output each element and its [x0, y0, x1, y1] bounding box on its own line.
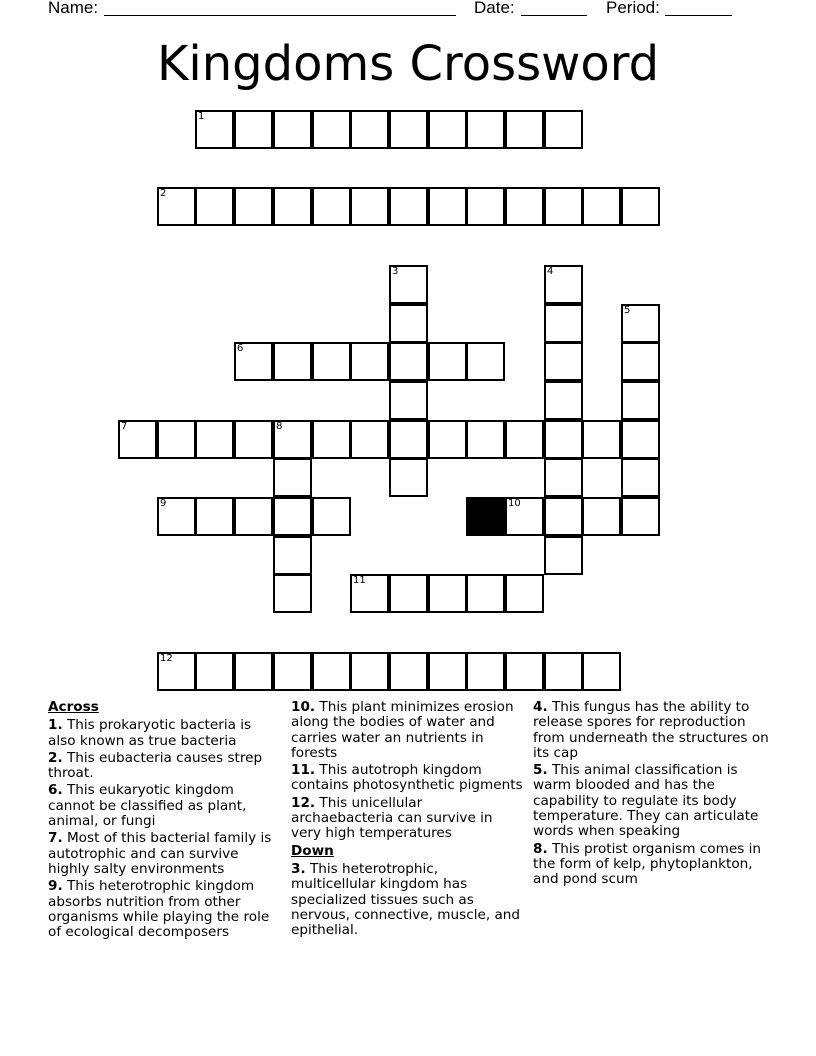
grid-cell[interactable]: [466, 574, 505, 613]
grid-cell[interactable]: [273, 574, 312, 613]
grid-cell[interactable]: [312, 187, 351, 226]
grid-cell[interactable]: [389, 574, 428, 613]
grid-cell[interactable]: [350, 420, 389, 459]
grid-cell[interactable]: [389, 265, 428, 304]
clue-column-3: [533, 700, 773, 890]
grid-cell[interactable]: [273, 420, 312, 459]
grid-cell[interactable]: [195, 420, 234, 459]
grid-cell[interactable]: [350, 187, 389, 226]
grid-cell[interactable]: [273, 342, 312, 381]
grid-cell[interactable]: [544, 342, 583, 381]
grid-cell[interactable]: [582, 497, 621, 536]
grid-cell[interactable]: [544, 187, 583, 226]
clue-number: 2: [160, 188, 167, 199]
grid-cell[interactable]: [466, 110, 505, 149]
grid-cell[interactable]: [389, 187, 428, 226]
clue-number: 10: [508, 498, 521, 509]
grid-cell[interactable]: [234, 110, 273, 149]
grid-cell[interactable]: [273, 458, 312, 497]
grid-cell[interactable]: [466, 652, 505, 691]
page-title: Kingdoms Crossword: [156, 36, 660, 92]
grid-cell[interactable]: [582, 652, 621, 691]
clue-down-8: 8. This protist organism comes in the form of kelp, phytoplankton, and pond scum: [533, 840, 761, 888]
grid-cell[interactable]: [234, 187, 273, 226]
grid-cell[interactable]: [582, 420, 621, 459]
clue-across-10: 10. This plant minimizes erosion along the bodies of water and carries water an nutrients in forests: [291, 699, 514, 761]
grid-cell[interactable]: [505, 497, 544, 536]
clue-number: 4: [547, 266, 554, 277]
grid-cell[interactable]: [389, 420, 428, 459]
grid-cell[interactable]: [544, 497, 583, 536]
grid-cell[interactable]: [505, 187, 544, 226]
grid-cell[interactable]: [621, 420, 660, 459]
grid-cell[interactable]: [544, 458, 583, 497]
grid-cell[interactable]: [466, 187, 505, 226]
grid-cell[interactable]: [621, 342, 660, 381]
grid-cell[interactable]: [389, 110, 428, 149]
grid-cell[interactable]: [428, 187, 467, 226]
clue-number: 1: [198, 111, 205, 122]
grid-cell[interactable]: [621, 187, 660, 226]
grid-cell[interactable]: [621, 458, 660, 497]
grid-cell[interactable]: [234, 342, 273, 381]
grid-cell[interactable]: [621, 381, 660, 420]
clue-across-11: 11. This autotroph kingdom contains photosynthetic pigments: [291, 762, 523, 794]
grid-cell[interactable]: [544, 652, 583, 691]
grid-cell[interactable]: [428, 342, 467, 381]
grid-cell[interactable]: [544, 536, 583, 575]
grid-cell[interactable]: [234, 652, 273, 691]
clue-across-2: 2. This eubacteria causes strep throat.: [48, 749, 263, 782]
grid-cell[interactable]: [428, 420, 467, 459]
clue-down-3: 3. This heterotrophic, multicellular kingdom has specialized tissues such as nervous, connective, muscle, and epithelial.: [291, 860, 521, 939]
clue-number: 5: [624, 305, 631, 316]
grid-cell[interactable]: [428, 110, 467, 149]
grid-cell[interactable]: [273, 536, 312, 575]
grid-cell[interactable]: [428, 652, 467, 691]
clue-column-2: [291, 700, 526, 940]
name-label: Name:: [48, 0, 99, 17]
clue-across-7: 7. Most of this bacterial family is autotrophic and can survive highly salty environments: [48, 830, 272, 877]
grid-cell[interactable]: [195, 497, 234, 536]
grid-cell[interactable]: [273, 187, 312, 226]
grid-cell[interactable]: [389, 342, 428, 381]
grid-cell[interactable]: [234, 497, 273, 536]
grid-cell[interactable]: [195, 110, 234, 149]
grid-cell[interactable]: [505, 110, 544, 149]
grid-cell[interactable]: [505, 652, 544, 691]
grid-cell[interactable]: [312, 420, 351, 459]
grid-cell[interactable]: [544, 110, 583, 149]
grid-cell[interactable]: [157, 420, 196, 459]
grid-cell[interactable]: [544, 304, 583, 343]
grid-cell[interactable]: [195, 652, 234, 691]
grid-cell[interactable]: [621, 304, 660, 343]
clue-number: 7: [121, 421, 128, 432]
clue-number: 3: [392, 266, 399, 277]
clue-across-12: 12. This unicellular archaebacteria can survive in very high temperatures: [291, 794, 493, 842]
grid-cell[interactable]: [312, 110, 351, 149]
clue-number: 8: [276, 421, 283, 432]
clue-number: 6: [237, 343, 244, 354]
grid-cell[interactable]: [389, 652, 428, 691]
grid-cell[interactable]: [195, 187, 234, 226]
clue-across-9: 9. This heterotrophic kingdom absorbs nutrition from other organisms while playing the role of ecological decomposers: [48, 878, 270, 941]
period-label: Period:: [606, 0, 660, 17]
grid-cell[interactable]: [505, 574, 544, 613]
grid-cell[interactable]: [466, 420, 505, 459]
clue-number: 12: [160, 653, 173, 664]
grid-cell[interactable]: [312, 342, 351, 381]
grid-cell[interactable]: [273, 652, 312, 691]
grid-cell[interactable]: [312, 652, 351, 691]
grid-cell[interactable]: [505, 420, 544, 459]
clue-across-6: 6. This eukaryotic kingdom cannot be classified as plant, animal, or fungi: [48, 782, 247, 830]
grid-black-cell: [466, 497, 505, 536]
clue-down-5: 5. This animal classification is warm blooded and has the capability to regulate its body temperature. They can articulate words when speaking: [533, 762, 759, 840]
across-heading: Across: [48, 699, 99, 715]
grid-cell[interactable]: [621, 497, 660, 536]
clue-column-1: [48, 700, 278, 942]
grid-cell[interactable]: [350, 574, 389, 613]
clue-number: 11: [353, 575, 366, 586]
grid-cell[interactable]: [389, 304, 428, 343]
grid-cell[interactable]: [428, 574, 467, 613]
grid-cell[interactable]: [118, 420, 157, 459]
grid-cell[interactable]: [273, 497, 312, 536]
grid-cell[interactable]: [466, 342, 505, 381]
grid-cell[interactable]: [582, 187, 621, 226]
grid-cell[interactable]: [544, 381, 583, 420]
grid-cell[interactable]: [389, 458, 428, 497]
grid-cell[interactable]: [312, 497, 351, 536]
grid-cell[interactable]: [350, 110, 389, 149]
grid-cell[interactable]: [157, 497, 196, 536]
grid-cell[interactable]: [544, 265, 583, 304]
grid-cell[interactable]: [157, 187, 196, 226]
grid-cell[interactable]: [350, 652, 389, 691]
clue-down-4: 4. This fungus has the ability to release spores for reproduction from underneath the structures on its cap: [533, 699, 769, 761]
down-heading: Down: [291, 842, 334, 859]
clue-across-1: 1. This prokaryotic bacteria is also known as true bacteria: [48, 717, 252, 749]
grid-cell[interactable]: [389, 381, 428, 420]
date-label: Date:: [474, 0, 515, 17]
grid-cell[interactable]: [350, 342, 389, 381]
grid-cell[interactable]: [273, 110, 312, 149]
clue-number: 9: [160, 498, 167, 509]
grid-cell[interactable]: [157, 652, 196, 691]
grid-cell[interactable]: [544, 420, 583, 459]
grid-cell[interactable]: [234, 420, 273, 459]
